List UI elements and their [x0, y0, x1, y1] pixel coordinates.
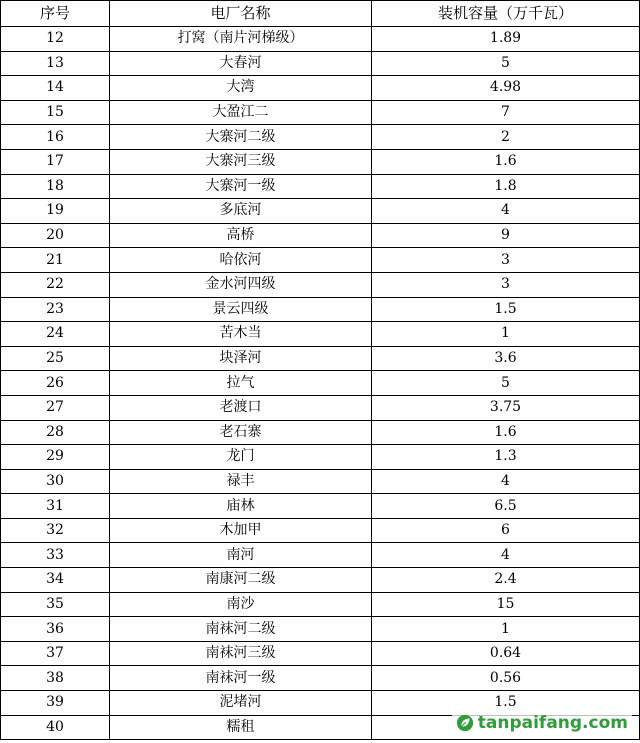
row-plant-name-cell: 糯租: [110, 715, 372, 740]
row-index-cell: 25: [1, 346, 110, 371]
row-index-cell: 12: [1, 27, 110, 52]
table-row: [1, 346, 640, 371]
row-capacity-cell: 1.3: [372, 445, 640, 470]
row-index-cell: 29: [1, 445, 110, 470]
row-plant-name-cell: 大寨河一级: [110, 174, 372, 199]
row-index-cell: 38: [1, 666, 110, 691]
table-row: [1, 51, 640, 76]
table-row: [1, 445, 640, 470]
row-plant-name-cell: 拉气: [110, 371, 372, 396]
table-row: [1, 592, 640, 617]
row-plant-name-cell: 金水河四级: [110, 272, 372, 297]
row-plant-name-cell: 庙林: [110, 494, 372, 519]
row-plant-name-cell: 多底河: [110, 199, 372, 224]
row-index-cell: 20: [1, 223, 110, 248]
row-capacity-cell: 4: [372, 199, 640, 224]
row-plant-name-cell: 大湾: [110, 76, 372, 101]
row-capacity-cell: 2.4: [372, 568, 640, 593]
row-capacity-cell: 3.75: [372, 395, 640, 420]
table-row: [1, 100, 640, 125]
table-row: [1, 469, 640, 494]
row-index-cell: 16: [1, 125, 110, 150]
row-plant-name-cell: 龙门: [110, 445, 372, 470]
row-plant-name-cell: 景云四级: [110, 297, 372, 322]
row-index-cell: 17: [1, 149, 110, 174]
row-index-cell: 39: [1, 691, 110, 716]
row-index-cell: 13: [1, 51, 110, 76]
table-row: [1, 272, 640, 297]
row-capacity-cell: 1.89: [372, 27, 640, 52]
row-index-cell: 33: [1, 543, 110, 568]
leaf-logo-icon: [456, 714, 474, 732]
row-index-cell: 31: [1, 494, 110, 519]
row-capacity-cell: 0.64: [372, 641, 640, 666]
row-plant-name-cell: 南沙: [110, 592, 372, 617]
row-capacity-cell: 3.6: [372, 346, 640, 371]
row-capacity-cell: 3: [372, 272, 640, 297]
row-capacity-cell: 9: [372, 223, 640, 248]
table-row: [1, 666, 640, 691]
row-plant-name-cell: 大寨河二级: [110, 125, 372, 150]
row-capacity-cell: 6: [372, 518, 640, 543]
row-capacity-cell: 3: [372, 248, 640, 273]
row-capacity-cell: 7: [372, 100, 640, 125]
table-row: [1, 641, 640, 666]
row-index-cell: 19: [1, 199, 110, 224]
row-index-cell: 23: [1, 297, 110, 322]
row-capacity-cell: 5: [372, 371, 640, 396]
header-index: 序号: [1, 1, 110, 27]
table-row: [1, 174, 640, 199]
row-capacity-cell: 5: [372, 51, 640, 76]
row-capacity-cell: 1.6: [372, 149, 640, 174]
table-row: [1, 568, 640, 593]
row-index-cell: 26: [1, 371, 110, 396]
row-plant-name-cell: 南康河二级: [110, 568, 372, 593]
row-index-cell: 21: [1, 248, 110, 273]
row-capacity-cell: 0.56: [372, 666, 640, 691]
row-index-cell: 35: [1, 592, 110, 617]
row-index-cell: 14: [1, 76, 110, 101]
row-capacity-cell: 2: [372, 125, 640, 150]
row-capacity-cell: 4: [372, 543, 640, 568]
table-row: [1, 223, 640, 248]
row-plant-name-cell: 块泽河: [110, 346, 372, 371]
row-plant-name-cell: 苦木当: [110, 322, 372, 347]
row-capacity-cell: 1.6: [372, 420, 640, 445]
row-capacity-cell: 1.8: [372, 174, 640, 199]
table-row: [1, 617, 640, 642]
table-row: [1, 691, 640, 716]
row-index-cell: 28: [1, 420, 110, 445]
row-index-cell: 22: [1, 272, 110, 297]
table-row: [1, 76, 640, 101]
table-row: [1, 371, 640, 396]
row-index-cell: 40: [1, 715, 110, 740]
table-row: [1, 420, 640, 445]
table-row: [1, 149, 640, 174]
row-capacity-cell: 4.98: [372, 76, 640, 101]
row-plant-name-cell: 老石寨: [110, 420, 372, 445]
row-index-cell: 15: [1, 100, 110, 125]
row-index-cell: 34: [1, 568, 110, 593]
table-row: [1, 125, 640, 150]
table-body: [1, 27, 640, 740]
row-plant-name-cell: 木加甲: [110, 518, 372, 543]
row-index-cell: 37: [1, 641, 110, 666]
row-index-cell: 18: [1, 174, 110, 199]
row-capacity-cell: 15: [372, 592, 640, 617]
table-row: [1, 395, 640, 420]
row-index-cell: 36: [1, 617, 110, 642]
table-row: [1, 543, 640, 568]
header-plant-name: 电厂名称: [110, 1, 372, 27]
table-row: [1, 199, 640, 224]
row-plant-name-cell: 南袜河一级: [110, 666, 372, 691]
row-plant-name-cell: 南河: [110, 543, 372, 568]
row-capacity-cell: 1: [372, 322, 640, 347]
row-capacity-cell: 4: [372, 469, 640, 494]
row-index-cell: 32: [1, 518, 110, 543]
watermark-text: tanpaifang.com: [477, 713, 628, 733]
row-plant-name-cell: 南袜河三级: [110, 641, 372, 666]
table-row: [1, 518, 640, 543]
row-plant-name-cell: 打窝（南片河梯级）: [110, 27, 372, 52]
table-row: [1, 27, 640, 52]
table-row: [1, 322, 640, 347]
table-row: [1, 297, 640, 322]
header-row: [1, 1, 640, 27]
row-plant-name-cell: 泥堵河: [110, 691, 372, 716]
row-plant-name-cell: 禄丰: [110, 469, 372, 494]
row-plant-name-cell: 大盈江二: [110, 100, 372, 125]
row-capacity-cell: 6.5: [372, 494, 640, 519]
row-plant-name-cell: 高桥: [110, 223, 372, 248]
row-index-cell: 27: [1, 395, 110, 420]
site-watermark: [452, 713, 632, 733]
row-index-cell: 24: [1, 322, 110, 347]
row-capacity-cell: 1.5: [372, 691, 640, 716]
row-capacity-cell: 1.5: [372, 297, 640, 322]
table-row: [1, 248, 640, 273]
row-capacity-cell: 1: [372, 617, 640, 642]
header-capacity: 装机容量（万千瓦）: [372, 1, 640, 27]
table-row: [1, 494, 640, 519]
row-plant-name-cell: 老渡口: [110, 395, 372, 420]
row-plant-name-cell: 大春河: [110, 51, 372, 76]
row-plant-name-cell: 哈依河: [110, 248, 372, 273]
row-plant-name-cell: 南袜河二级: [110, 617, 372, 642]
row-index-cell: 30: [1, 469, 110, 494]
row-plant-name-cell: 大寨河三级: [110, 149, 372, 174]
